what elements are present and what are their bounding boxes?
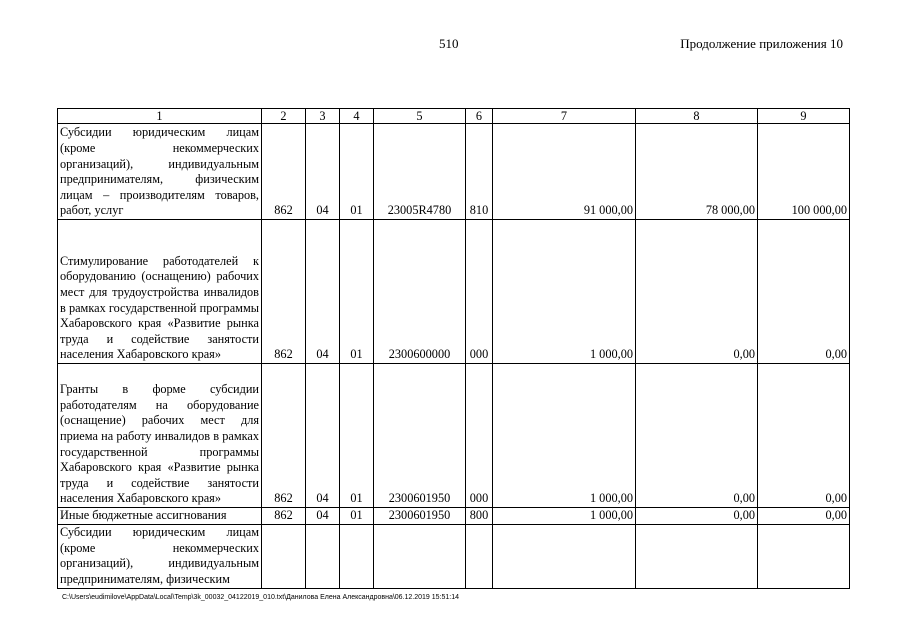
cell-col4: 01 [340,508,374,525]
cell-col7: 91 000,00 [493,124,636,220]
cell-col9: 0,00 [758,508,850,525]
cell-col8: 0,00 [636,364,758,508]
cell-col7: 1 000,00 [493,508,636,525]
cell-col6: 800 [466,508,493,525]
cell-col6: 000 [466,220,493,364]
column-number: 4 [340,109,374,124]
row-description: Иные бюджетные ассигнования [58,508,262,525]
cell-col9: 0,00 [758,220,850,364]
cell-col3: 04 [306,508,340,525]
cell-col9: 100 000,00 [758,124,850,220]
cell-col2: 862 [262,124,306,220]
cell-col6: 000 [466,364,493,508]
column-number: 6 [466,109,493,124]
table-row [58,364,850,508]
cell-col5 [374,524,466,588]
cell-col9 [758,524,850,588]
column-number: 9 [758,109,850,124]
cell-col8: 78 000,00 [636,124,758,220]
cell-col9: 0,00 [758,364,850,508]
cell-col7: 1 000,00 [493,220,636,364]
cell-col3: 04 [306,124,340,220]
cell-col2: 862 [262,508,306,525]
cell-col8: 0,00 [636,508,758,525]
budget-table [57,108,850,589]
cell-col4 [340,524,374,588]
table-row [58,524,850,588]
column-number: 2 [262,109,306,124]
cell-col7: 1 000,00 [493,364,636,508]
cell-col2: 862 [262,220,306,364]
column-number: 7 [493,109,636,124]
cell-col4: 01 [340,364,374,508]
cell-col2: 862 [262,364,306,508]
cell-col5: 2300601950 [374,508,466,525]
column-number: 1 [58,109,262,124]
row-description: Стимулирование работодателей к оборудованию (оснащению) рабочих мест для трудоустройства инвалидов в рамках государственной программы Хабаровского края «Развитие рынка труда и содействие занятости населения Хабаровского края» [58,220,262,364]
cell-col3: 04 [306,220,340,364]
row-description: Гранты в форме субсидии работодателям на оборудование (оснащение) рабочих мест для приема на работу инвалидов в рамках государственной программы Хабаровского края «Развитие рынка труда и содействие занятости населения Хабаровского края» [58,364,262,508]
cell-col6: 810 [466,124,493,220]
cell-col5: 2300601950 [374,364,466,508]
page-number: 510 [439,36,459,51]
footer-file-path: C:\Users\eudimilove\AppData\Local\Temp\3k_00032_04122019_010.txt\Данилова Елена Александровна\06.12.2019 15:51:14 [62,594,460,601]
cell-col4: 01 [340,220,374,364]
appendix-continuation-note: Продолжение приложения 10 [680,36,843,51]
table-row [58,508,850,525]
column-number: 5 [374,109,466,124]
cell-col3: 04 [306,364,340,508]
column-number: 3 [306,109,340,124]
column-number: 8 [636,109,758,124]
cell-col6 [466,524,493,588]
cell-col5: 2300600000 [374,220,466,364]
cell-col3 [306,524,340,588]
cell-col2 [262,524,306,588]
cell-col8 [636,524,758,588]
cell-col5: 23005R4780 [374,124,466,220]
cell-col8: 0,00 [636,220,758,364]
column-number-row [58,109,850,124]
cell-col7 [493,524,636,588]
row-description: Субсидии юридическим лицам (кроме некоммерческих организаций), индивидуальным предпринимателям, физическим [58,524,262,588]
table-row [58,124,850,220]
cell-col4: 01 [340,124,374,220]
row-description: Субсидии юридическим лицам (кроме некоммерческих организаций), индивидуальным предпринимателям, физическим лицам – производителям товаров, работ, услуг [58,124,262,220]
table-row [58,220,850,364]
